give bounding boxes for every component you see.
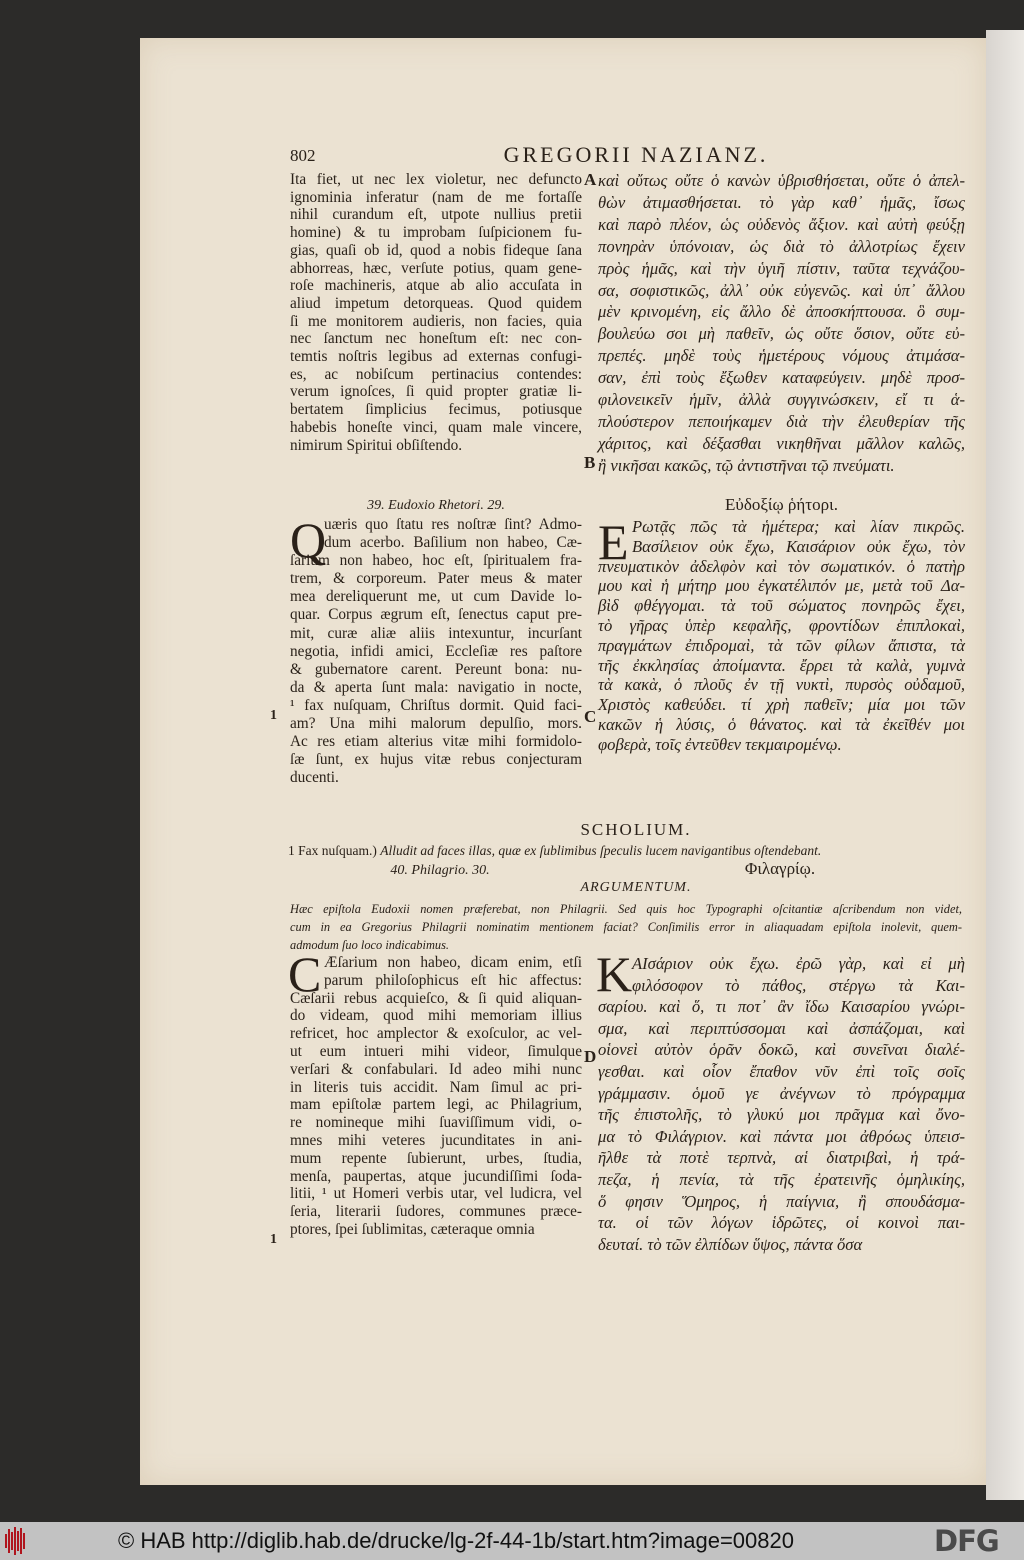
text-line: nec ſanctum nec honeſtum eſt: nec con- (290, 330, 582, 348)
letter-39-greek (598, 514, 965, 755)
text-line: mea dereliquerunt me, ut cum Davide lo- (290, 588, 582, 606)
text-line: verſari & confabulari. Id adeo mihi nunc (290, 1060, 582, 1078)
scholium-note (288, 843, 821, 859)
letter-40-greek-heading: Φιλαγρίῳ. (744, 859, 816, 878)
text-line: ¹ fax nuſquam, Chriſtus dormit. Quid faci- (290, 696, 582, 714)
text-line: πονηρὰν ὑπόνοιαν, ὡς διὰ τὸ ἀλλοτρίως ἔχειν (598, 236, 965, 256)
argument-title: ARGUMENTUM. (580, 880, 692, 895)
text-line: Ita fiet, ut nec lex violetur, nec defuncto (290, 171, 582, 188)
text-line: πρεπές. μηδὲ τοὺς ἡμετέρους νόμους ἀτιμάσα- (598, 346, 965, 366)
letter-40-latin (288, 946, 582, 1239)
text-line: ῆλθε τὰ ποτὲ τερπνὰ, αἱ διατριβαὶ, ἡ τρά- (598, 1148, 965, 1168)
text-line: τῆς ἐπιστολῆς, τὸ γλυκύ μοι πρᾶγμα καὶ ὄνο- (598, 1105, 965, 1125)
text-line: parum philoſophicus eſt hic affectus: (324, 971, 582, 989)
text-line: σαρίου. καὶ ὅ, τι ποτ᾽ ἂν ἴδω Καισαρίου γνώρι- (598, 997, 965, 1017)
text-line: Cæſarii rebus acquieſco, & ſi quid aliquan- (290, 989, 582, 1007)
scholium-title: SCHOLIUM. (580, 820, 692, 839)
text-line: uæris quo ſtatu res noſtræ ſint? Admo- (324, 516, 582, 533)
text-line: θὼν ἀτιμασθήσεται. τὸ γὰρ καθ᾽ ἡμᾶς, ἴσως (598, 192, 965, 212)
text-line: Ρωτᾷς πῶς τὰ ἡμέτερα; καὶ λίαν πικρῶς. (632, 517, 965, 536)
text-line: quar. Corpus ægrum eſt, ſenectus caput pre- (290, 606, 582, 624)
note-marker: 1 (270, 1232, 277, 1247)
text-line: γράμμασιν. ὁμοῦ γε ἀνέγνων τὸ πρόγραμμα (598, 1083, 965, 1103)
letter-39-latin (290, 512, 582, 787)
text-line: πεζα, ἡ πενία, τὰ τῆς ἐρατεινῆς ὁμηλικίης, (598, 1169, 965, 1189)
letter-39-greek-heading: Εὐδοξίῳ ῥήτορι. (725, 495, 838, 514)
text-line: μα τὸ Φιλάγριον. καὶ πάντα μοι ἀθρόως ὑπεισ- (598, 1126, 965, 1146)
text-line: σα, σοφιστικῶς, ἀλλ᾽ οὐκ εὐγενῶς. καὶ ὑπ᾽ ἄλλου (598, 280, 965, 300)
text-line: σμα, καὶ περιπτύσσομαι καὶ ἀσπάζομαι, καὶ (598, 1018, 965, 1038)
text-line: in literis tuis accidit. Nam ſimul ac pri- (290, 1078, 582, 1096)
text-line: am? Una mihi malorum depulſio, mors. (290, 715, 582, 733)
next-page-edge (986, 30, 1024, 1500)
text-line: Βασίλειον οὐκ ἔχω, Καισάριον οὐκ ἔχω, τὸν (632, 536, 965, 556)
margin-letter-b: B (584, 453, 596, 472)
text-line: πνευματικὸν ἀδελφὸν καὶ τὸν σωματικόν. ὁ πατὴρ (598, 556, 965, 576)
text-line: κακῶν ἡ λύσις, ὁ θάνατος. καὶ τὰ ἐκεῖθέν μοι (598, 714, 965, 734)
text-line: admodum ſuo loco indicabimus. (290, 938, 450, 952)
hab-logo-icon (5, 1526, 25, 1556)
text-line: & gubernatore carent. Pereunt bona: nu- (290, 660, 582, 678)
text-line: abhorreas, hæc, verſute potius, quam gene- (290, 259, 582, 277)
text-line: φοβερὰ, τοῖς ἐντεῦθεν τεκμαιρομένῳ. (598, 734, 842, 754)
text-line: mit, curæ aliæ aliis intexuntur, incurſant (290, 624, 582, 642)
text-line: βουλεύω σοι μὴ παθεῖν, ὡς οὔτε ὅσιον, οὔτε εὐ- (598, 324, 965, 344)
text-line: σαν, ἐπὶ τοὺς ἔξωθεν καταφεύγειν. μηδὲ προσ- (598, 368, 965, 388)
footer-bar (0, 1522, 1024, 1560)
text-line: Χριστὸς καθεύδει. τί χρὴ παθεῖν; μία μοι τῶν (598, 695, 965, 715)
text-line: καὶ οὔτως οὔτε ὁ κανὼν ὑβρισθήσεται, οὔτε ὁ ἀπελ- (598, 171, 965, 190)
text-line: es, ac nobiſcum pertinacius contendes: (290, 365, 582, 383)
text-line: τὰ κακὰ, ὁ πλοῦς ἐν τῇ νυκτὶ, πυρσὸς οὐδαμοῦ, (598, 675, 965, 695)
text-line: τὸ γῆρας ὑπὲρ κεφαλῆς, φροντίδων ἐπιπλοκαὶ, (598, 615, 965, 635)
letter-40-latin-heading: 40. Philagrio. 30. (390, 863, 490, 878)
letter-a-latin (290, 171, 582, 454)
text-line: menſa, paupertas, atque jucundiſſimi ſoda- (290, 1167, 582, 1185)
text-line: temtis noſtris legibus ad externas confugi- (290, 348, 582, 366)
text-line: trem, & corporeum. Pater meus & mater (290, 570, 582, 588)
text-line: μου καὶ ἡ μήτηρ μου ἐγκατέλιπόν με, μετὰ τοῦ Δα- (598, 576, 965, 596)
text-line: μὲν κρινομένη, εἰς ἄλλο δὲ ἀποσκήπτουσα. ὃ συμ- (598, 302, 965, 322)
note-lemma: Fax nuſquam.) (298, 843, 377, 858)
text-line: roſe machineris, atque ab alio accuſata in (290, 277, 582, 295)
dfg-logo: DFG (934, 1524, 999, 1558)
note-number: 1 (288, 843, 295, 858)
text-line: πρὸς ἡμᾶς, καὶ τὴν ὑγιῆ πίστιν, ταῦτα τεχνάζου- (598, 258, 965, 278)
margin-letter-c: C (584, 707, 597, 726)
text-line: γεσθαι. καὶ οἷον ἔπαθον νῦν ἐπὶ τοῖς σοῖς (598, 1061, 965, 1081)
text-line: mam epiſtolæ partem legi, ac Philagrium, (290, 1096, 582, 1114)
text-line: ſarium non habeo, hoc eſt, ſpiritualem fra- (290, 552, 582, 570)
text-line: Ac res etiam alterius vitæ mihi formidolo- (290, 733, 582, 751)
text-line: οἱονεὶ αὐτὸν ὁρᾶν δοκῶ, καὶ συνεῖναι διαλέ- (598, 1040, 965, 1060)
text-line: ignominia inferatur (nam de me fortaſſe (290, 188, 582, 206)
text-line: φιλόσοφον τὸ πάθος, στέργω τὰ Και- (632, 975, 965, 995)
text-line: da & aperta ſunt mala: navigatio in nocte, (290, 678, 582, 696)
text-line: do videam, quod mihi memoriam illius (290, 1007, 582, 1025)
text-line: ut eum intueri mihi videor, ſimulque (290, 1042, 582, 1060)
text-line: καὶ παρὸ πλέον, ὡς οὐδενὸς ἄξιον. καὶ αὐτὴ φεύξῃ (598, 214, 965, 234)
text-line: mum repente ſubierunt, urbes, ſtudia, (290, 1149, 582, 1167)
text-line: πλούστερον πεποιήκαμεν διὰ τὴν ἐλευθερίαν τῆς (598, 411, 965, 431)
text-line: negotia, infidi amici, Eccleſiæ res paſtore (290, 642, 582, 660)
margin-letter-d: D (584, 1047, 597, 1066)
text-line: ducenti. (290, 769, 339, 787)
text-line: dum acerbo. Baſilium non habeo, Cæ- (324, 534, 582, 552)
letter-a-greek (598, 170, 965, 477)
text-line: ſi me monitorem audieris, non facies, quia (290, 312, 582, 330)
text-line: πραγμάτων ἐπιδρομαὶ, τὰ τῶν φίλων ἄπιστα, τὰ (598, 635, 965, 655)
text-line: τα. οἱ τῶν λόγων ἱδρῶτες, οἱ κοινοὶ παι- (598, 1213, 965, 1233)
text-line: habebis honeſte vinci, quam male vincere, (290, 418, 582, 436)
note-text: Alludit ad faces illas, quæ ex ſublimibus ſpeculis lucem navigantibus oſtendebant. (380, 843, 822, 858)
text-line: aliud impetum detorqueas. Quod quidem (290, 294, 582, 312)
text-line: cum in ea Gregorius Philagrii nominatim mentionem faciat? Conſimilis error in aliaquadam epiſtola inolevit, quem- (290, 920, 962, 934)
text-line: homine) & tu improbam ſuſpicionem fu- (290, 224, 582, 242)
drop-cap-k: K (596, 946, 633, 1002)
text-line: nimirum Spiritui obſiſtendo. (290, 436, 463, 454)
text-line: ΑΙσάριον οὐκ ἔχω. ἐρῶ γὰρ, καὶ εἰ μὴ (632, 954, 965, 973)
letter-39-latin-heading: 39. Eudoxio Rhetori. 29. (367, 498, 505, 513)
drop-cap-c: C (288, 946, 322, 1002)
text-line: Æſarium non habeo, dicam enim, etſi (324, 954, 582, 971)
text-line: ptores, ſpei ſublimitas, cæteraque omnia (290, 1220, 535, 1238)
text-line: gias, quaſi ob id, quod a nobis fideque ſana (290, 241, 582, 259)
drop-cap-e: E (598, 514, 629, 570)
text-line: ἢ νικῆσαι κακῶς, τῷ ἀντιστῆναι τῷ πνεύματι. (598, 455, 895, 475)
text-line: βὶδ φθέγγομαι. τὰ τοῦ σώματος πονηρῶς ἔχει, (598, 596, 965, 616)
text-line: φιλονεικεῖν ἡμῖν, ἀλλὰ συγγινώσκειν, εἴ τι ἁ- (598, 390, 965, 410)
text-line: refricet, hoc amplector & exoſculor, ac vel- (290, 1025, 582, 1043)
text-line: litii, ¹ ut Homeri verbis utar, vel ludicra, vel (290, 1185, 582, 1203)
text-line: bertatem ſimplicius fecimus, potiusque (290, 401, 582, 419)
text-line: Hæc epiſtola Eudoxii nomen præferebat, non Philagrii. Sed quis hoc Typographi oſcitantiæ aſcribendum non videt, (290, 902, 962, 916)
text-line: δευταί. τὸ τῶν ἐλπίδων ὕψος, πάντα ὅσα (598, 1234, 863, 1254)
text-line: τῆς ἐκκλησίας ἀποίμαντα. ἔρρει τὰ καλὰ, γυμνὰ (598, 655, 965, 675)
text-line: nihil curandum eſt, utpote nullius pretii (290, 206, 582, 224)
text-line: ſeria, literarii ſudores, communes præce- (290, 1203, 582, 1221)
text-line: ὅ φησιν Ὅμηρος, ἡ παίγνια, ἢ σπουδάσμα- (598, 1191, 965, 1211)
letter-40-greek (596, 946, 965, 1255)
running-title: GREGORII NAZIANZ. (503, 142, 769, 167)
note-marker: 1 (270, 708, 277, 723)
text-line: χάριτος, καὶ δέξασθαι νικηθῆναι μᾶλλον καλῶς, (598, 433, 965, 453)
permalink-credit[interactable]: © HAB http://diglib.hab.de/drucke/lg-2f-44-1b/start.htm?image=00820 (118, 1528, 794, 1553)
drop-cap-q: Q (290, 512, 327, 568)
margin-letter-a: A (584, 170, 597, 189)
text-line: mnes mihi veteres jucunditates in ani- (290, 1131, 582, 1149)
text-line: re nomineque mihi ſuaviſſimum vidi, o- (290, 1114, 582, 1132)
page-number: 802 (290, 146, 316, 165)
text-line: verum ignoſces, ſi quid propter gratiæ li- (290, 383, 582, 401)
text-line: ſæ ſunt, ex hujus vitæ rebus conjecturam (290, 751, 582, 769)
